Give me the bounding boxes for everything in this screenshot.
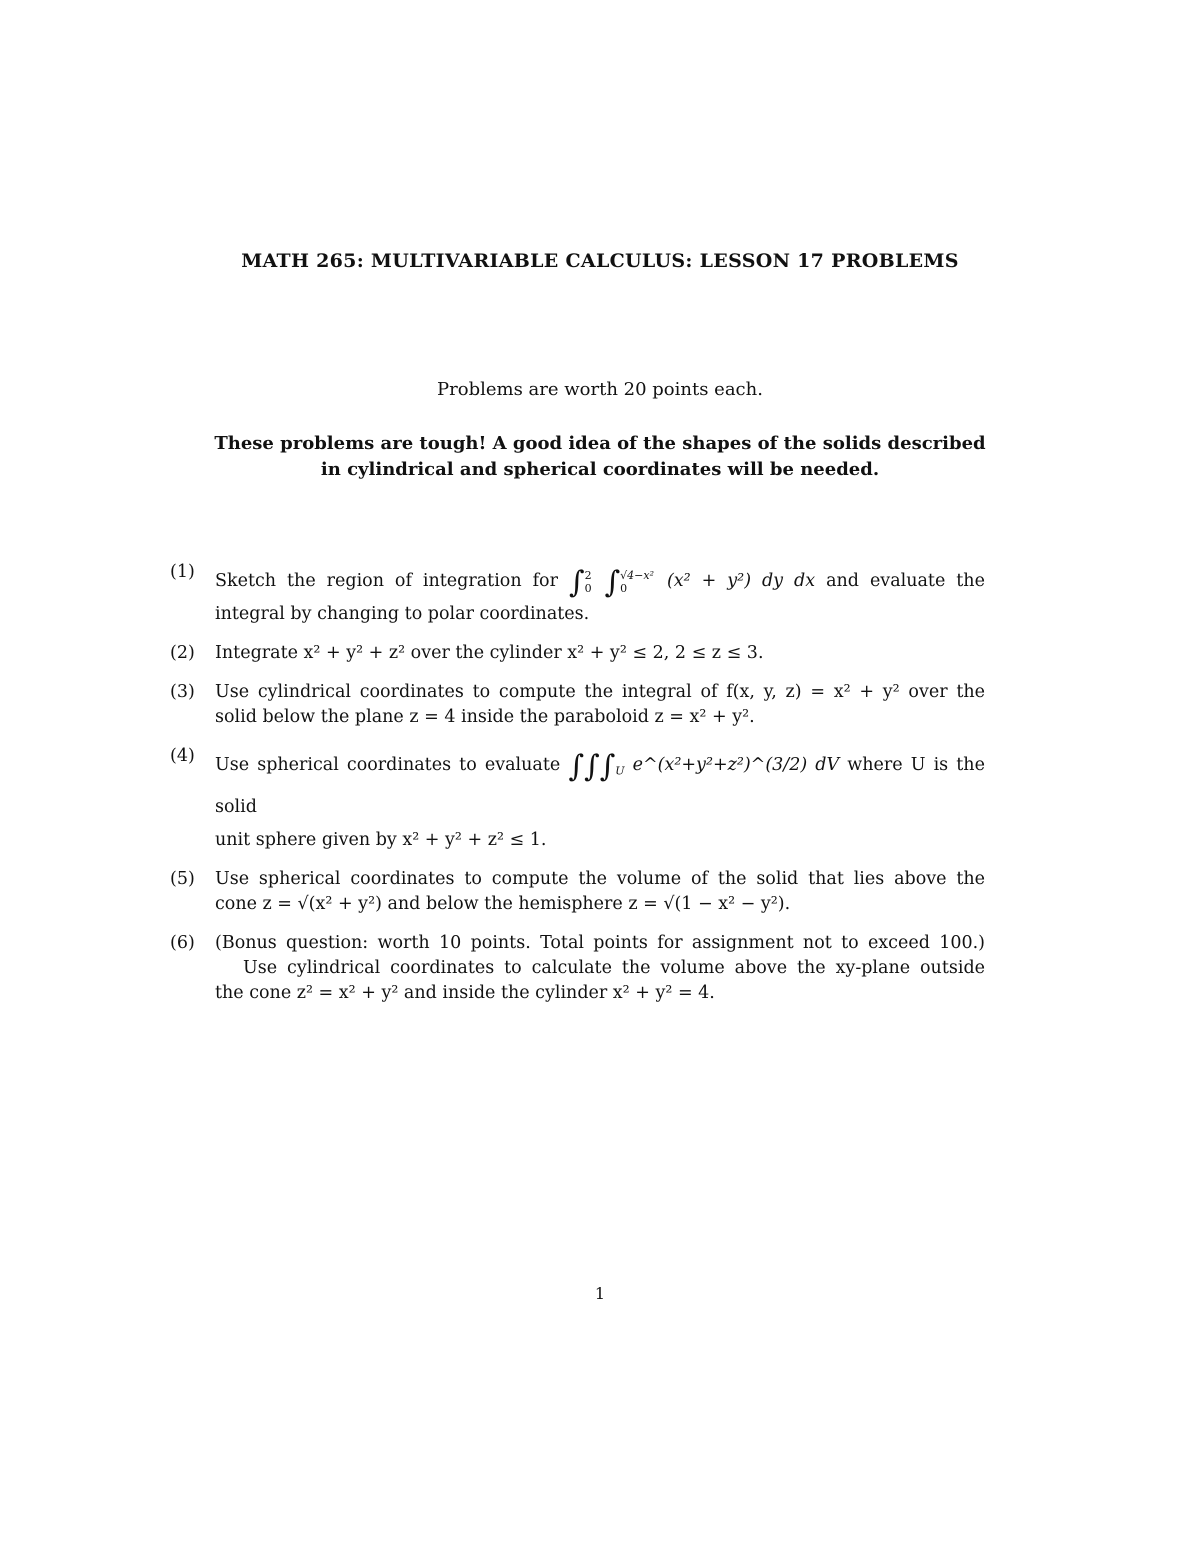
problem-4-text-a: Use spherical coordinates to evaluate [215,755,561,775]
problem-4-text-b: where U is the solid [215,755,985,817]
problem-number: (4) [170,746,195,766]
problem-4-line-2: unit sphere given by x² + y² + z² ≤ 1. [215,830,547,850]
outer-integral-sign: ∫ [568,565,585,600]
outer-lower-limit: 0 [584,581,592,595]
outer-upper-limit: 2 [584,568,592,582]
problem-3-line-1: Use cylindrical coordinates to compute the integral of f(x, y, z) = x² + y² over the [215,682,985,702]
difficulty-note-line-2: in cylindrical and spherical coordinates will be needed. [320,459,880,480]
problem-4 [170,744,985,853]
problem-4-line-1 [215,744,985,828]
problem-number: (2) [170,643,195,663]
problem-1-integrand: (x² + y²) dy dx [666,571,816,591]
document-title: MATH 265: MULTIVARIABLE CALCULUS: LESSON 17 PROBLEMS [241,250,959,272]
problem-1 [170,560,985,627]
problem-number: (3) [170,682,195,702]
inner-upper-limit: √4−x² [620,568,655,582]
difficulty-note [0,431,1200,483]
difficulty-note-line-1: These problems are tough! A good idea of the shapes of the solids described [214,433,986,454]
inner-lower-limit: 0 [620,581,628,595]
problem-1-text-b: and evaluate the [826,571,985,591]
problem-1-line-2: integral by changing to polar coordinates. [215,604,590,624]
problem-1-line-1 [215,560,985,602]
problem-2-line-1: Integrate x² + y² + z² over the cylinder x² + y² ≤ 2, 2 ≤ z ≤ 3. [215,643,764,663]
inner-limits [620,569,654,595]
problem-5-line-1: Use spherical coordinates to compute the volume of the solid that lies above the [215,869,985,889]
inner-integral-sign: ∫ [604,565,621,600]
problem-list [170,560,985,1020]
page-number: 1 [594,1284,606,1303]
problem-2 [170,641,985,666]
problem-6-line-1: (Bonus question: worth 10 points. Total points for assignment not to exceed 100.) [215,933,985,953]
problem-number: (5) [170,869,195,889]
triple-integral-sign: ∫∫∫ [568,749,616,784]
problem-4-integrand: e^(x²+y²+z²)^(3/2) dV [632,755,840,775]
problem-6-line-3: the cone z² = x² + y² and inside the cylinder x² + y² = 4. [215,983,715,1003]
problem-3 [170,680,985,730]
points-note: Problems are worth 20 points each. [437,379,763,400]
problem-5-line-2: cone z = √(x² + y²) and below the hemisphere z = √(1 − x² − y²). [215,894,791,914]
problem-number: (1) [170,562,195,582]
problem-3-line-2: solid below the plane z = 4 inside the paraboloid z = x² + y². [215,707,755,727]
problem-6 [170,931,985,1006]
problem-number: (6) [170,933,195,953]
problem-5 [170,867,985,917]
outer-limits [585,569,592,595]
problem-1-text-a: Sketch the region of integration for [215,571,558,591]
problem-6-line-2: Use cylindrical coordinates to calculate the volume above the xy-plane outside [243,958,985,978]
integration-region: U [615,764,625,778]
